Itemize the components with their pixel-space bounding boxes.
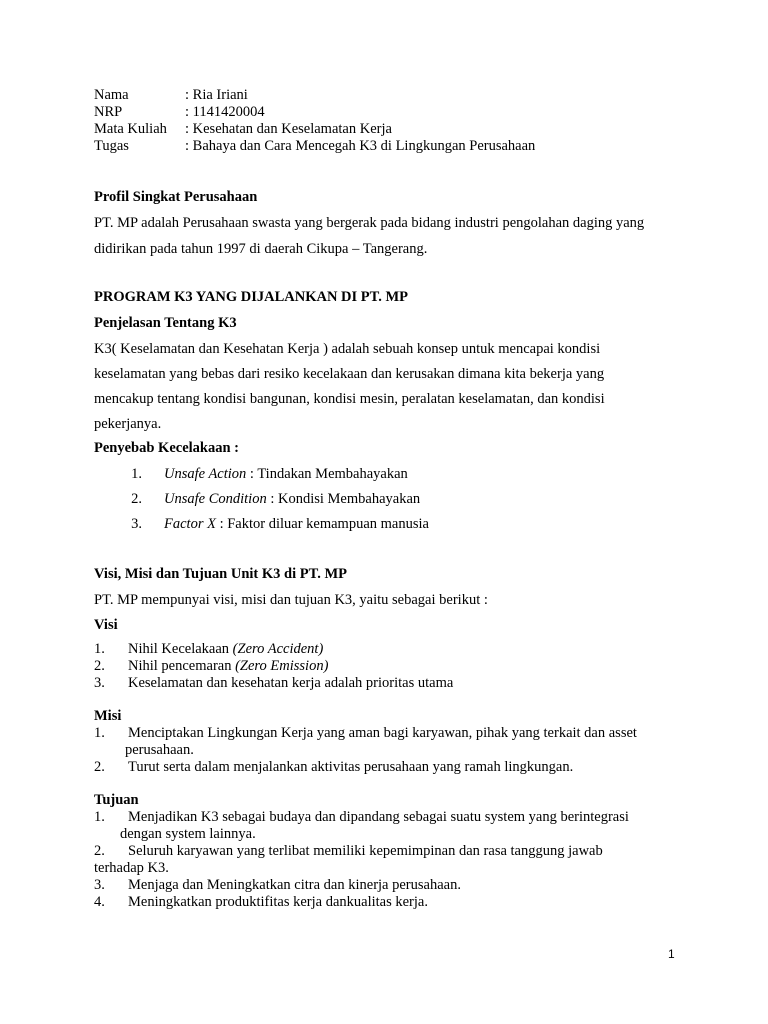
- item-text: Turut serta dalam menjalankan aktivitas perusahaan yang ramah lingkungan.: [128, 759, 574, 775]
- visi-misi-intro: PT. MP mempunyai visi, misi dan tujuan K3, yaitu sebagai berikut :: [94, 592, 488, 608]
- tujuan-list: [94, 809, 676, 911]
- item-desc: : Kondisi Membahayakan: [266, 491, 421, 507]
- penjelasan-line-2: keselamatan yang bebas dari resiko kecelakaan dan kerusakan dimana kita bekerja yang: [94, 366, 605, 382]
- item-text: Menjaga dan Meningkatkan citra dan kinerja perusahaan.: [128, 877, 461, 893]
- profil-line-1: PT. MP adalah Perusahaan swasta yang bergerak pada bidang industri pengolahan daging yang: [94, 215, 645, 231]
- info-row-nrp: [94, 104, 535, 121]
- list-item-continuation: perusahaan.: [125, 742, 194, 758]
- list-item: [94, 725, 676, 742]
- item-number: 1.: [94, 809, 105, 825]
- list-item: [94, 675, 676, 692]
- penyebab-item: [94, 466, 676, 483]
- profil-heading: Profil Singkat Perusahaan: [94, 189, 258, 205]
- student-info: [94, 87, 535, 155]
- item-number: 2.: [94, 658, 105, 674]
- list-item-continuation: dengan system lainnya.: [120, 826, 256, 842]
- item-term: Unsafe Action: [164, 466, 247, 482]
- list-item: [94, 658, 676, 675]
- info-value: : Ria Iriani: [185, 87, 248, 103]
- item-number: 1.: [131, 466, 142, 482]
- list-item: [94, 877, 676, 894]
- item-term: Unsafe Condition: [164, 491, 267, 507]
- program-heading: PROGRAM K3 YANG DIJALANKAN DI PT. MP: [94, 289, 409, 305]
- penjelasan-heading: Penjelasan Tentang K3: [94, 315, 237, 331]
- list-item: [94, 894, 676, 911]
- list-item: [94, 809, 676, 826]
- info-row-tugas: [94, 138, 535, 155]
- info-row-nama: [94, 87, 535, 104]
- tujuan-heading: Tujuan: [94, 792, 139, 808]
- item-desc: : Tindakan Membahayakan: [246, 466, 408, 482]
- penyebab-item: [94, 491, 676, 508]
- item-number: 3.: [94, 877, 105, 893]
- item-number: 3.: [131, 516, 142, 532]
- item-emphasis: (Zero Accident): [232, 641, 324, 657]
- visi-misi-heading: Visi, Misi dan Tujuan Unit K3 di PT. MP: [94, 566, 348, 582]
- info-value: : Kesehatan dan Keselamatan Kerja: [185, 121, 392, 137]
- page-number: 1: [668, 947, 675, 961]
- penyebab-item: [94, 516, 676, 533]
- visi-heading: Visi: [94, 617, 118, 633]
- penyebab-heading: Penyebab Kecelakaan :: [94, 440, 239, 456]
- item-number: 2.: [131, 491, 142, 507]
- profil-line-2: didirikan pada tahun 1997 di daerah Cikupa – Tangerang.: [94, 241, 428, 257]
- item-emphasis: (Zero Emission): [235, 658, 329, 674]
- item-text: Menjadikan K3 sebagai budaya dan dipandang sebagai suatu system yang berintegrasi: [128, 809, 629, 825]
- visi-list: [94, 641, 676, 692]
- misi-heading: Misi: [94, 708, 122, 724]
- item-text: Nihil pencemaran: [128, 658, 236, 674]
- info-label: Nama: [94, 87, 129, 103]
- list-item: [94, 641, 676, 658]
- info-label: NRP: [94, 104, 123, 120]
- misi-list: [94, 725, 676, 776]
- info-row-mata-kuliah: [94, 121, 535, 138]
- item-desc: : Faktor diluar kemampuan manusia: [215, 516, 429, 532]
- penjelasan-line-3: mencakup tentang kondisi bangunan, kondisi mesin, peralatan keselamatan, dan kondisi: [94, 391, 605, 407]
- item-number: 2.: [94, 843, 105, 859]
- item-text: Seluruh karyawan yang terlibat memiliki kepemimpinan dan rasa tanggung jawab: [128, 843, 603, 859]
- info-label: Tugas: [94, 138, 129, 154]
- list-item-continuation: terhadap K3.: [94, 860, 169, 876]
- info-value: : Bahaya dan Cara Mencegah K3 di Lingkungan Perusahaan: [185, 138, 536, 154]
- item-term: Factor X: [164, 516, 216, 532]
- item-text: Meningkatkan produktifitas kerja dankualitas kerja.: [128, 894, 428, 910]
- item-text: Keselamatan dan kesehatan kerja adalah prioritas utama: [128, 675, 454, 691]
- item-number: 4.: [94, 894, 105, 910]
- item-text: Menciptakan Lingkungan Kerja yang aman bagi karyawan, pihak yang terkait dan asset: [128, 725, 637, 741]
- item-number: 1.: [94, 725, 105, 741]
- penjelasan-line-4: pekerjanya.: [94, 416, 162, 432]
- info-label: Mata Kuliah: [94, 121, 167, 137]
- item-number: 3.: [94, 675, 105, 691]
- list-item: [94, 843, 676, 860]
- item-number: 1.: [94, 641, 105, 657]
- item-number: 2.: [94, 759, 105, 775]
- list-item: [94, 759, 676, 776]
- item-text: Nihil Kecelakaan: [128, 641, 233, 657]
- penjelasan-line-1: K3( Keselamatan dan Kesehatan Kerja ) adalah sebuah konsep untuk mencapai kondisi: [94, 341, 601, 357]
- info-value: : 1141420004: [185, 104, 265, 120]
